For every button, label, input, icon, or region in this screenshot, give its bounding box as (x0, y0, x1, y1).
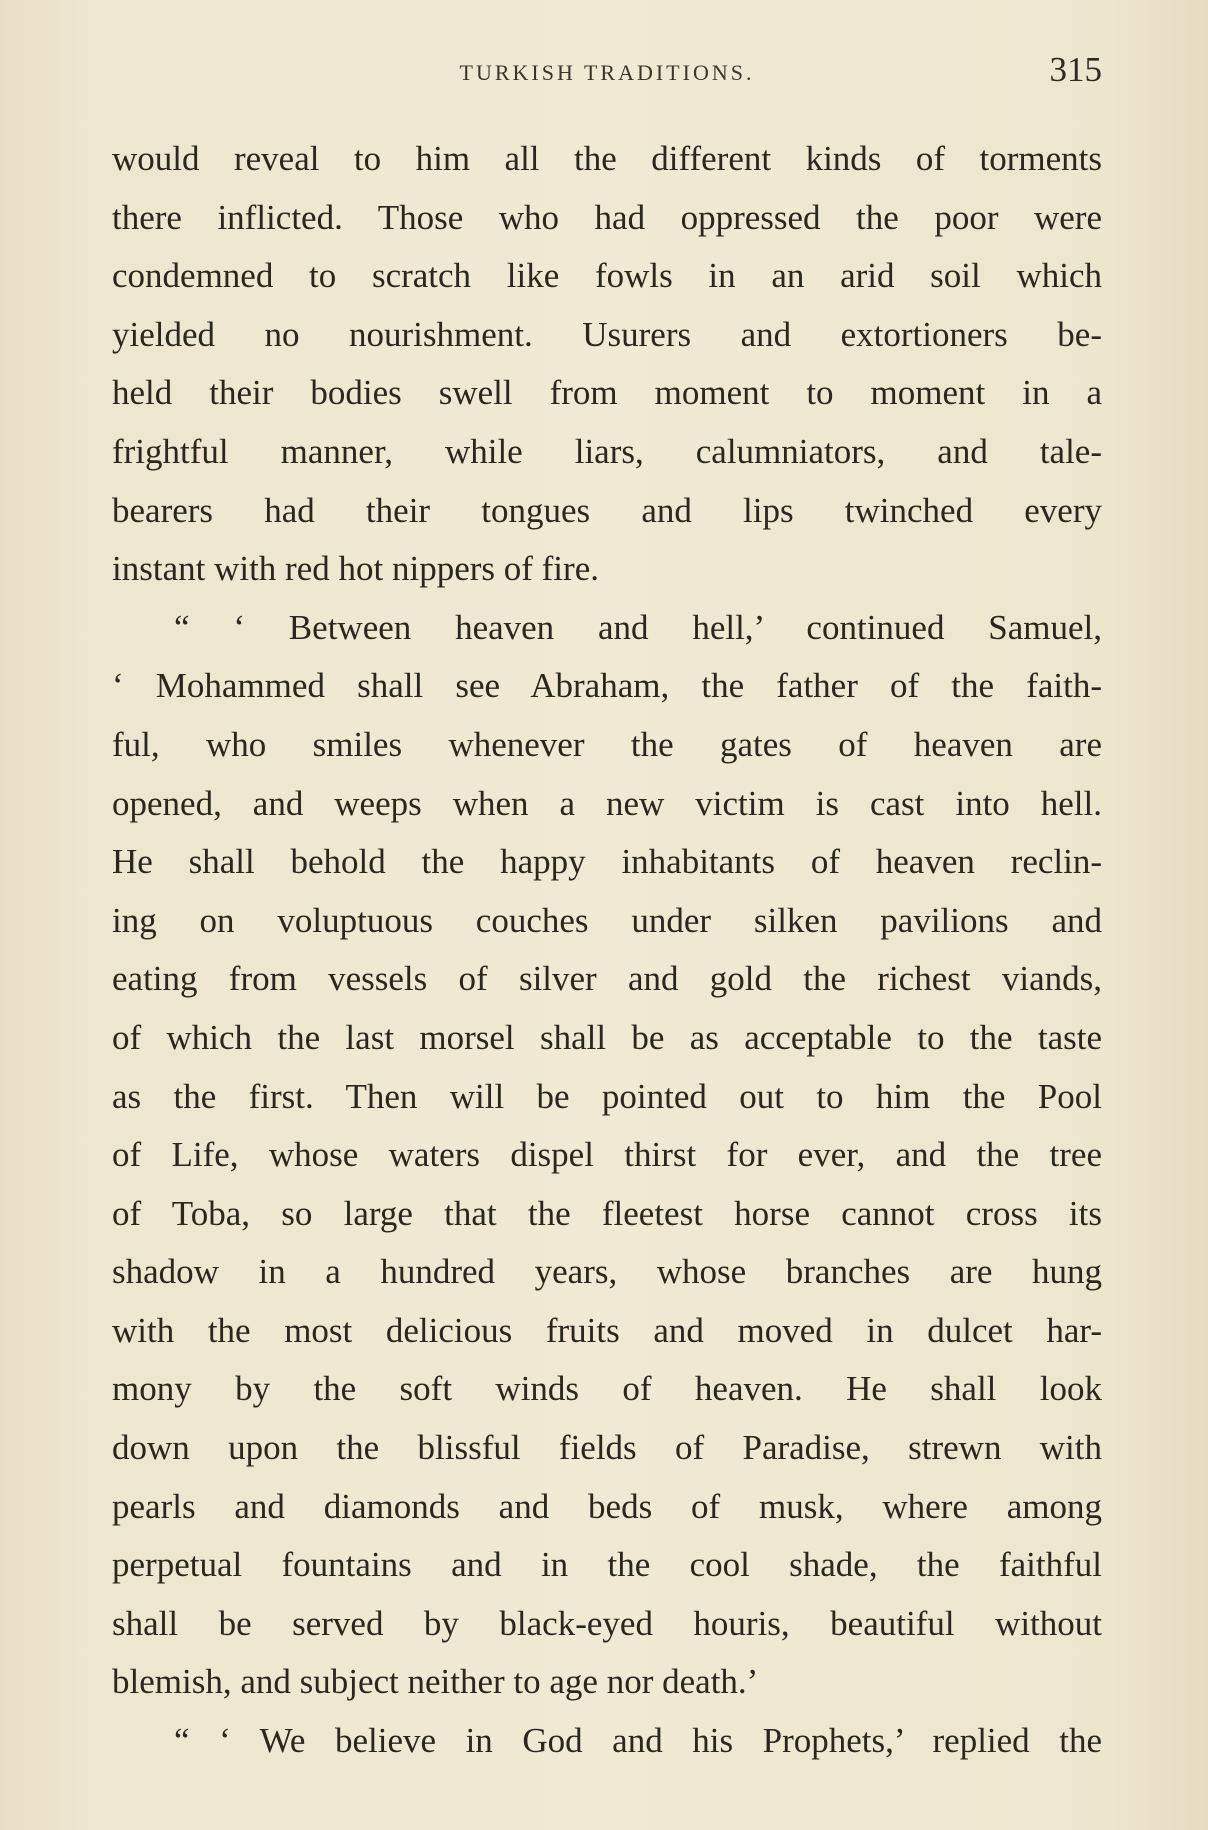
text-line: ing on voluptuous couches under silken pavilions and (112, 900, 1102, 940)
text-line: bearers had their tongues and lips twinched every (112, 490, 1102, 530)
text-line: eating from vessels of silver and gold the richest viands, (112, 959, 1102, 999)
text-line: of which the last morsel shall be as acceptable to the taste (112, 1017, 1102, 1057)
running-head (112, 46, 1102, 96)
text-line: as the first. Then will be pointed out to him the Pool (112, 1076, 1102, 1116)
text-line: would reveal to him all the different kinds of torments (112, 139, 1102, 178)
text-line: of Toba, so large that the fleetest horse cannot cross its (112, 1193, 1102, 1233)
text-line: ‘ Mohammed shall see Abraham, the father of the faith- (112, 666, 1102, 706)
text-line: mony by the soft winds of heaven. He shall look (112, 1369, 1102, 1409)
text-line: of Life, whose waters dispel thirst for ever, and the tree (112, 1135, 1102, 1175)
paragraph-start-line: “ ‘ We believe in God and his Prophets,’ replied the (174, 1721, 1102, 1761)
text-line: shall be served by black-eyed houris, beautiful without (112, 1603, 1102, 1643)
running-title: TURKISH TRADITIONS. (459, 60, 755, 85)
paragraph-start-line: “ ‘ Between heaven and hell,’ continued Samuel, (174, 607, 1102, 647)
paragraph-end-line: instant with red hot nippers of fire. (112, 549, 599, 589)
text-line: held their bodies swell from moment to moment in a (112, 373, 1102, 413)
text-line: condemned to scratch like fowls in an arid soil which (112, 256, 1102, 296)
body-text (112, 130, 1102, 1771)
text-line: there inflicted. Those who had oppressed the poor were (112, 197, 1102, 237)
text-line: ful, who smiles whenever the gates of heaven are (112, 724, 1102, 764)
page-number: 315 (1049, 50, 1102, 89)
text-line: perpetual fountains and in the cool shade, the faithful (112, 1545, 1102, 1585)
text-line: opened, and weeps when a new victim is cast into hell. (112, 783, 1102, 823)
text-line: yielded no nourishment. Usurers and extortioners be- (112, 314, 1102, 354)
text-line: pearls and diamonds and beds of musk, where among (112, 1486, 1102, 1526)
text-line: He shall behold the happy inhabitants of heaven reclin- (112, 842, 1102, 882)
text-line: with the most delicious fruits and moved in dulcet har- (112, 1310, 1102, 1350)
paragraph-end-line: blemish, and subject neither to age nor death.’ (112, 1662, 759, 1702)
text-line: down upon the blissful fields of Paradise, strewn with (112, 1428, 1102, 1468)
text-line: shadow in a hundred years, whose branches are hung (112, 1252, 1102, 1292)
text-line: frightful manner, while liars, calumniators, and tale- (112, 431, 1102, 471)
